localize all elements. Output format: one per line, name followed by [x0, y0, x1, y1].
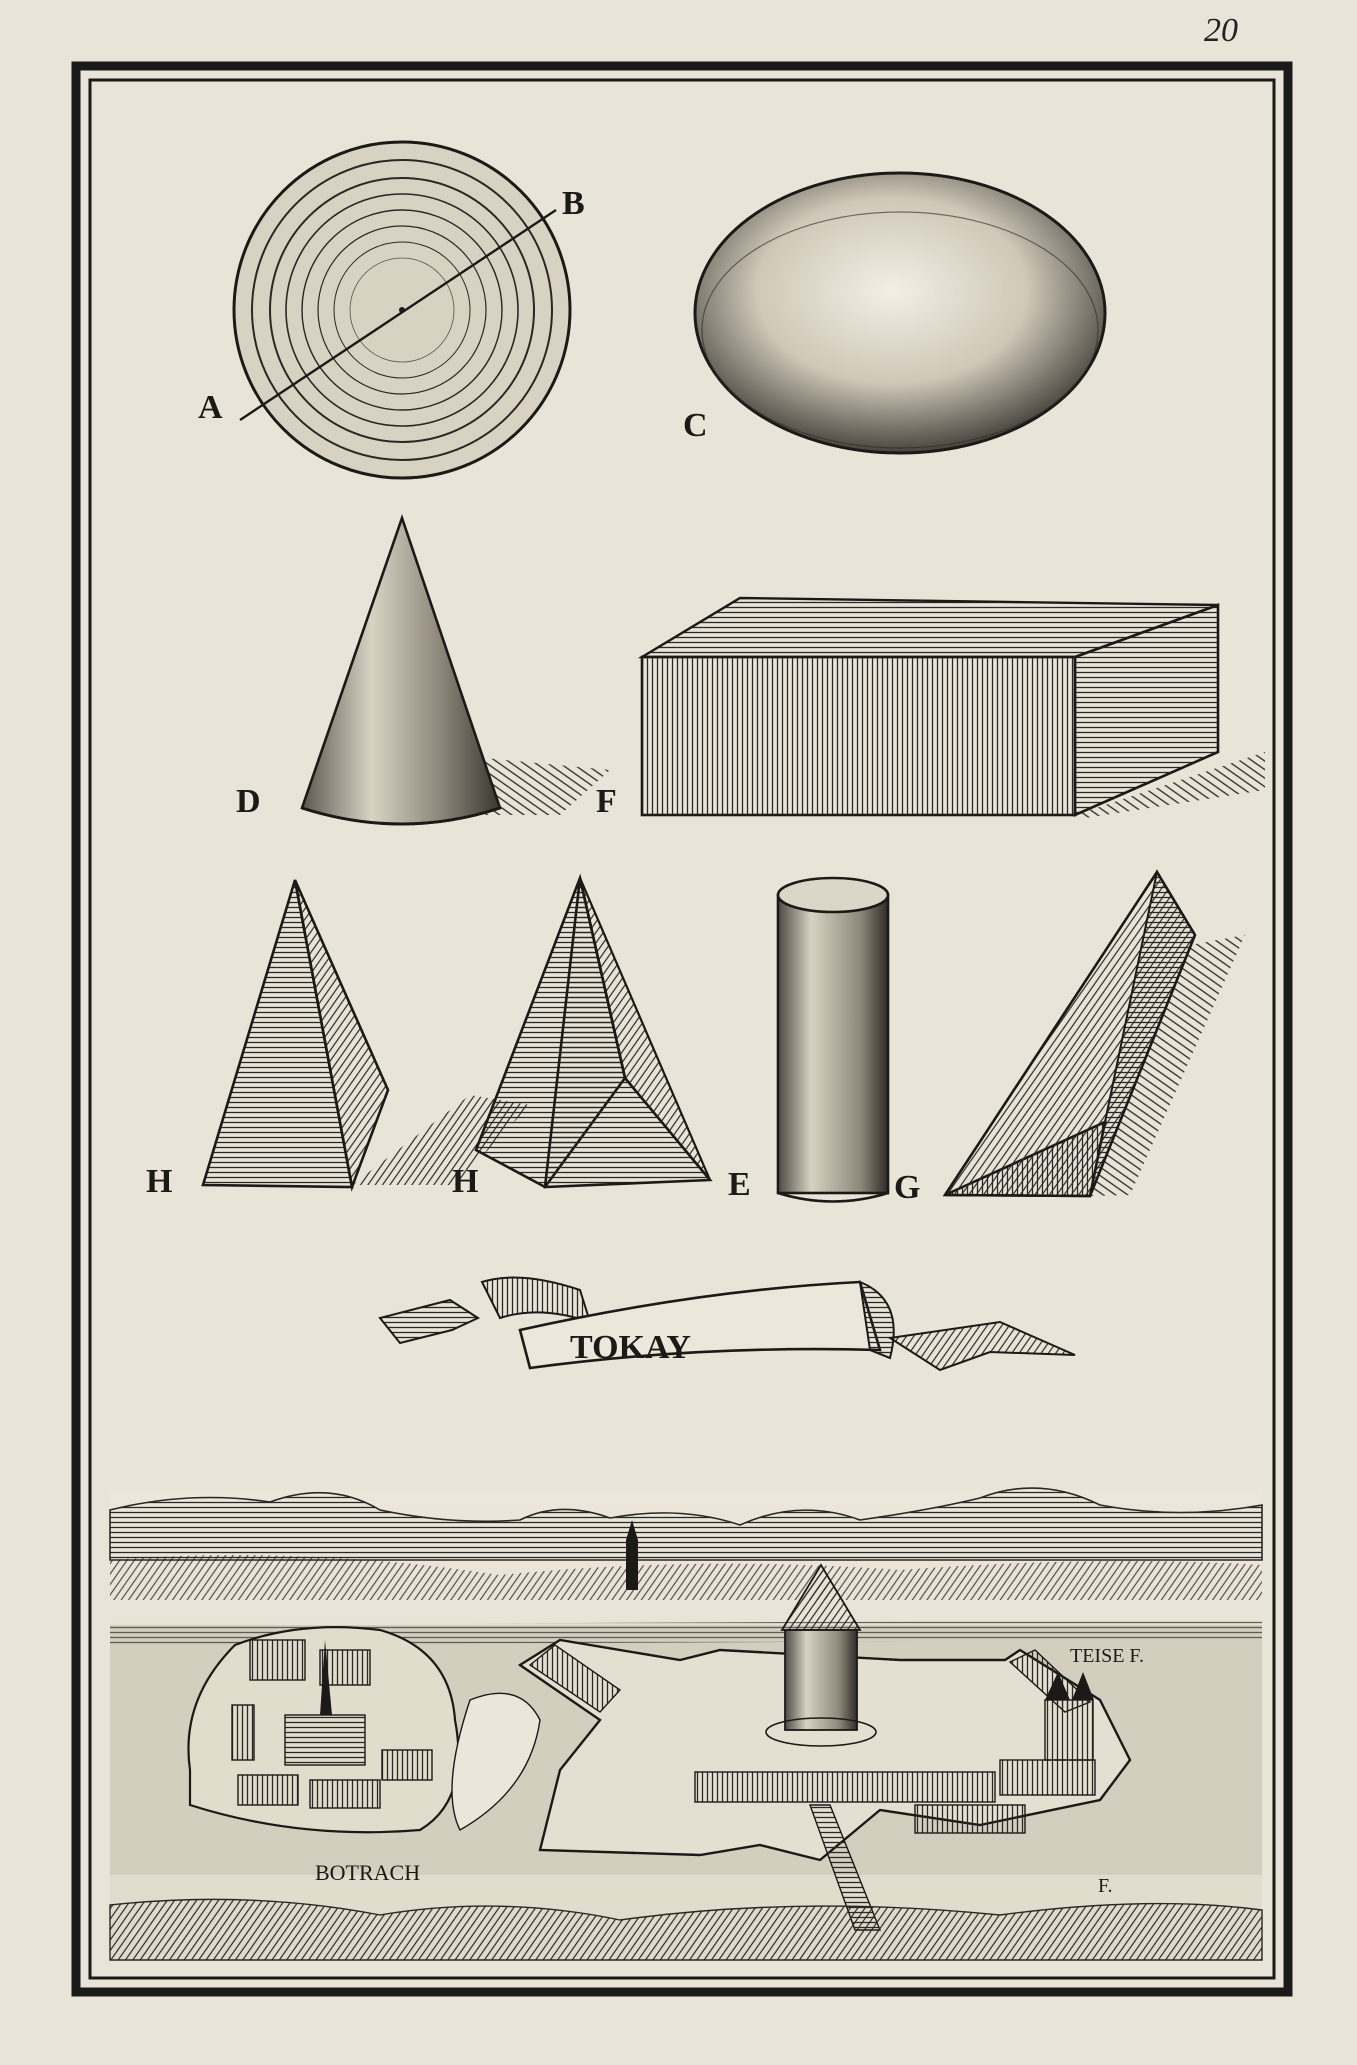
pyramid-mid-figure — [476, 878, 710, 1187]
cone-figure — [302, 518, 610, 824]
label-f-bottom: F. — [1098, 1875, 1113, 1897]
banner-text: TOKAY — [570, 1329, 691, 1366]
page-number: 20 — [1204, 12, 1238, 49]
label-h-mid: H — [452, 1163, 479, 1200]
label-b: B — [562, 185, 585, 222]
spheroid-figure — [695, 173, 1105, 453]
label-botrach: BOTRACH — [315, 1860, 421, 1885]
label-c: C — [683, 407, 708, 444]
label-g: G — [894, 1169, 921, 1206]
label-e: E — [728, 1166, 751, 1203]
label-f: F — [596, 783, 617, 820]
sphere-figure — [234, 142, 570, 478]
town-view — [110, 1488, 1262, 1960]
label-a: A — [198, 389, 223, 426]
block-figure — [642, 598, 1265, 818]
wedge-figure — [945, 872, 1245, 1196]
label-teise: TEISE F. — [1070, 1645, 1144, 1667]
cylinder-figure — [778, 878, 888, 1202]
label-h-left: H — [146, 1163, 173, 1200]
tokay-banner — [380, 1278, 1075, 1371]
label-d: D — [236, 783, 261, 820]
